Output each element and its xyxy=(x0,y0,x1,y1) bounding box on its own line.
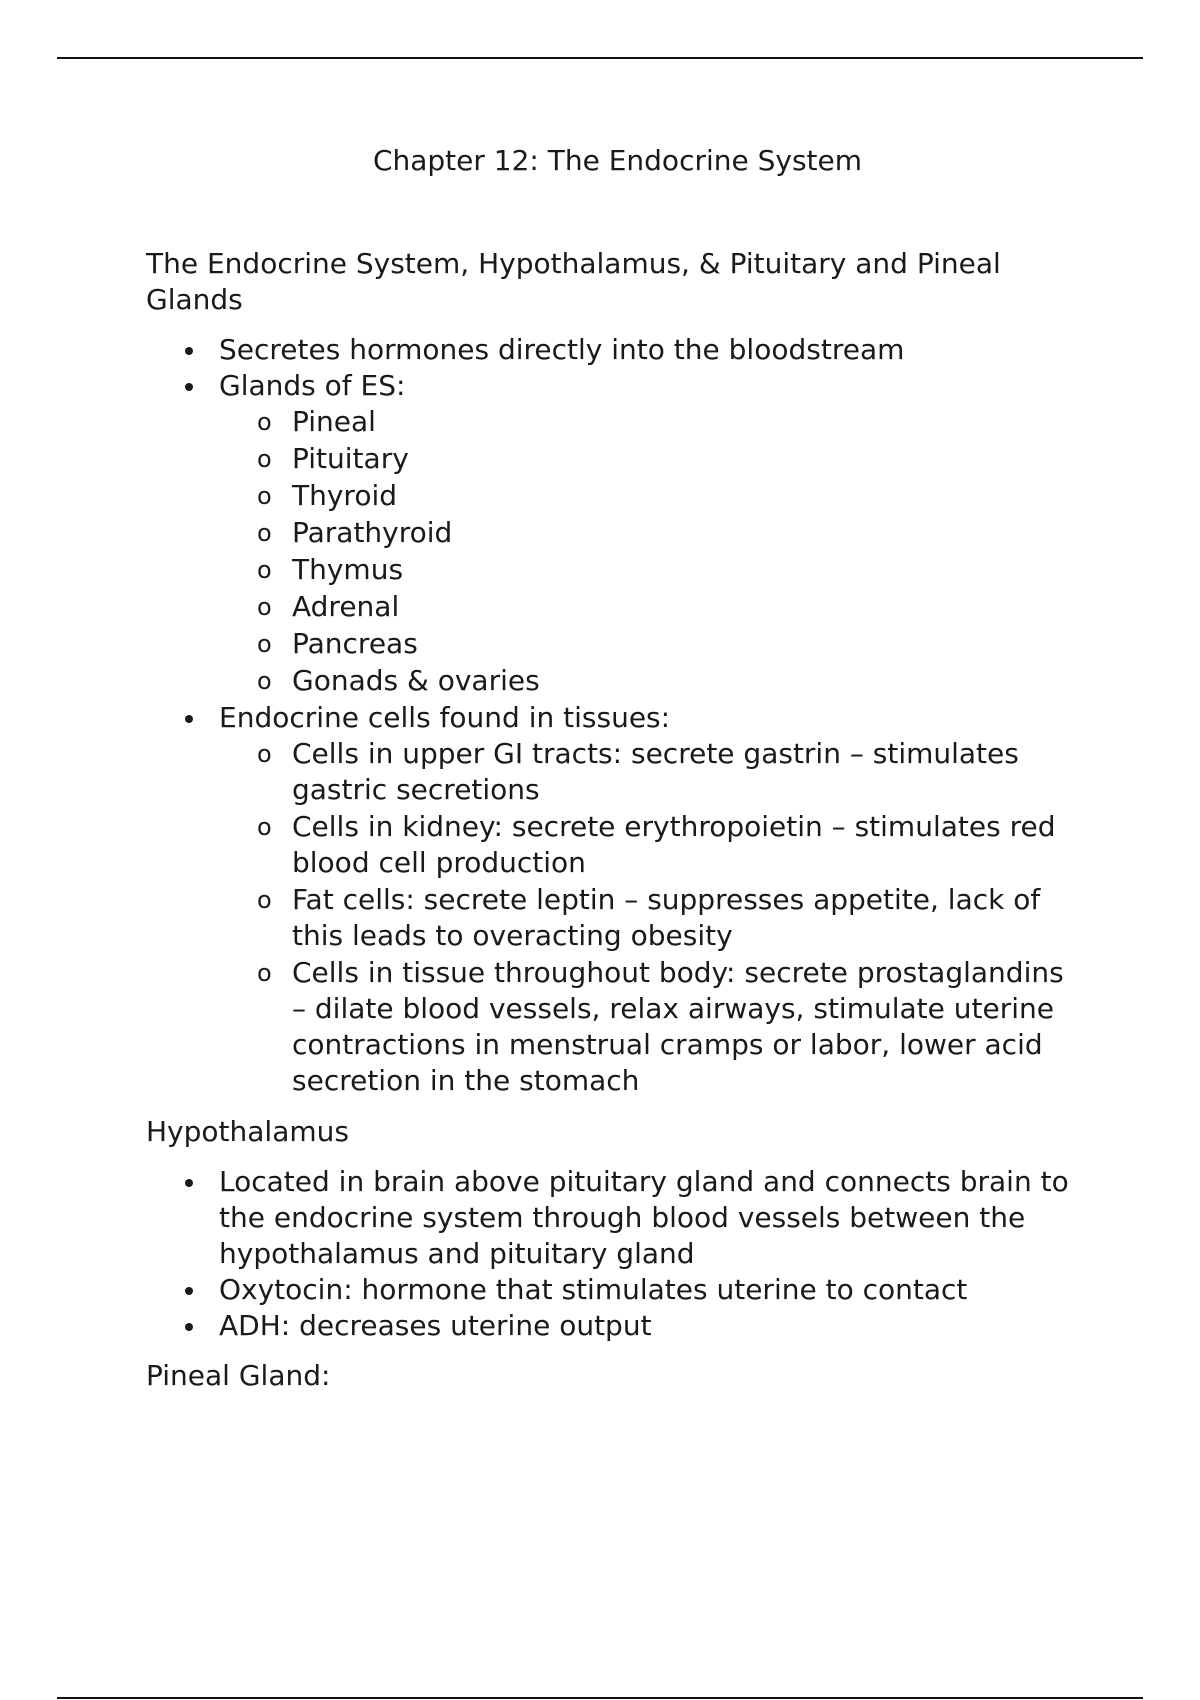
sub-bullet-icon: o xyxy=(257,519,272,547)
sub-bullet-text: Pituitary xyxy=(292,442,409,475)
bullet-text: ADH: decreases uterine output xyxy=(219,1309,652,1342)
bullet-icon xyxy=(185,1323,193,1331)
sub-bullet-item xyxy=(257,589,1086,626)
sub-bullet-item xyxy=(257,736,1086,809)
sub-bullet-text: Cells in tissue throughout body: secrete prostaglandins – dilate blood vessels, relax airways, stimulate uterine contractions in menstrual cramps or labor, lower acid secretion in the stomach xyxy=(292,956,1064,1097)
bullet-list xyxy=(146,1164,1086,1344)
bullet-text: Located in brain above pituitary gland and connects brain to the endocrine system through blood vessels between the hypothalamus and pituitary gland xyxy=(219,1165,1069,1270)
bullet-text: Oxytocin: hormone that stimulates uterine to contact xyxy=(219,1273,968,1306)
sub-bullet-item xyxy=(257,809,1086,882)
sub-bullet-icon: o xyxy=(257,813,272,841)
bullet-icon xyxy=(185,715,193,723)
section-heading: The Endocrine System, Hypothalamus, & Pituitary and Pineal Glands xyxy=(146,247,1001,316)
sub-bullet-item xyxy=(257,515,1086,552)
page-title: Chapter 12: The Endocrine System xyxy=(372,144,863,177)
bullet-item xyxy=(219,1308,1086,1344)
sub-bullet-list xyxy=(219,736,1086,1100)
sub-bullet-icon: o xyxy=(257,445,272,473)
sub-bullet-text: Thymus xyxy=(292,553,404,586)
sub-bullet-item xyxy=(257,882,1086,955)
sub-bullet-text: Adrenal xyxy=(292,590,400,623)
sub-bullet-item xyxy=(257,441,1086,478)
sub-bullet-text: Thyroid xyxy=(292,479,397,512)
sub-bullet-text: Gonads & ovaries xyxy=(292,664,540,697)
sub-bullet-text: Parathyroid xyxy=(292,516,453,549)
sub-bullet-icon: o xyxy=(257,740,272,768)
document-body xyxy=(146,246,1086,1394)
top-rule xyxy=(57,57,1143,59)
sub-bullet-icon: o xyxy=(257,593,272,621)
bullet-item xyxy=(219,368,1086,700)
sub-bullet-item xyxy=(257,955,1086,1100)
bullet-text: Endocrine cells found in tissues: xyxy=(219,701,671,734)
bullet-icon xyxy=(185,1179,193,1187)
sub-bullet-icon: o xyxy=(257,482,272,510)
section-heading: Hypothalamus xyxy=(146,1115,349,1148)
sub-bullet-text: Pancreas xyxy=(292,627,418,660)
sub-bullet-list xyxy=(219,404,1086,700)
sub-bullet-text: Cells in kidney: secrete erythropoietin – stimulates red blood cell production xyxy=(292,810,1056,879)
sub-bullet-item xyxy=(257,552,1086,589)
sub-bullet-item xyxy=(257,626,1086,663)
sub-bullet-icon: o xyxy=(257,959,272,987)
bullet-item xyxy=(219,332,1086,368)
bullet-text: Secretes hormones directly into the bloodstream xyxy=(219,333,905,366)
sub-bullet-icon: o xyxy=(257,886,272,914)
bottom-rule xyxy=(57,1697,1143,1699)
sub-bullet-item xyxy=(257,404,1086,441)
bullet-icon xyxy=(185,383,193,391)
section-heading: Pineal Gland: xyxy=(146,1359,331,1392)
sub-bullet-text: Fat cells: secrete leptin – suppresses appetite, lack of this leads to overacting obesity xyxy=(292,883,1041,952)
bullet-item xyxy=(219,1164,1086,1272)
sub-bullet-text: Pineal xyxy=(292,405,376,438)
bullet-item xyxy=(219,1272,1086,1308)
sub-bullet-text: Cells in upper GI tracts: secrete gastrin – stimulates gastric secretions xyxy=(292,737,1019,806)
bullet-item xyxy=(219,700,1086,1100)
sub-bullet-icon: o xyxy=(257,408,272,436)
sub-bullet-icon: o xyxy=(257,556,272,584)
sub-bullet-icon: o xyxy=(257,630,272,658)
bullet-icon xyxy=(185,347,193,355)
bullet-list xyxy=(146,332,1086,1100)
sub-bullet-item xyxy=(257,663,1086,700)
sub-bullet-icon: o xyxy=(257,667,272,695)
sub-bullet-item xyxy=(257,478,1086,515)
bullet-icon xyxy=(185,1287,193,1295)
bullet-text: Glands of ES: xyxy=(219,369,406,402)
